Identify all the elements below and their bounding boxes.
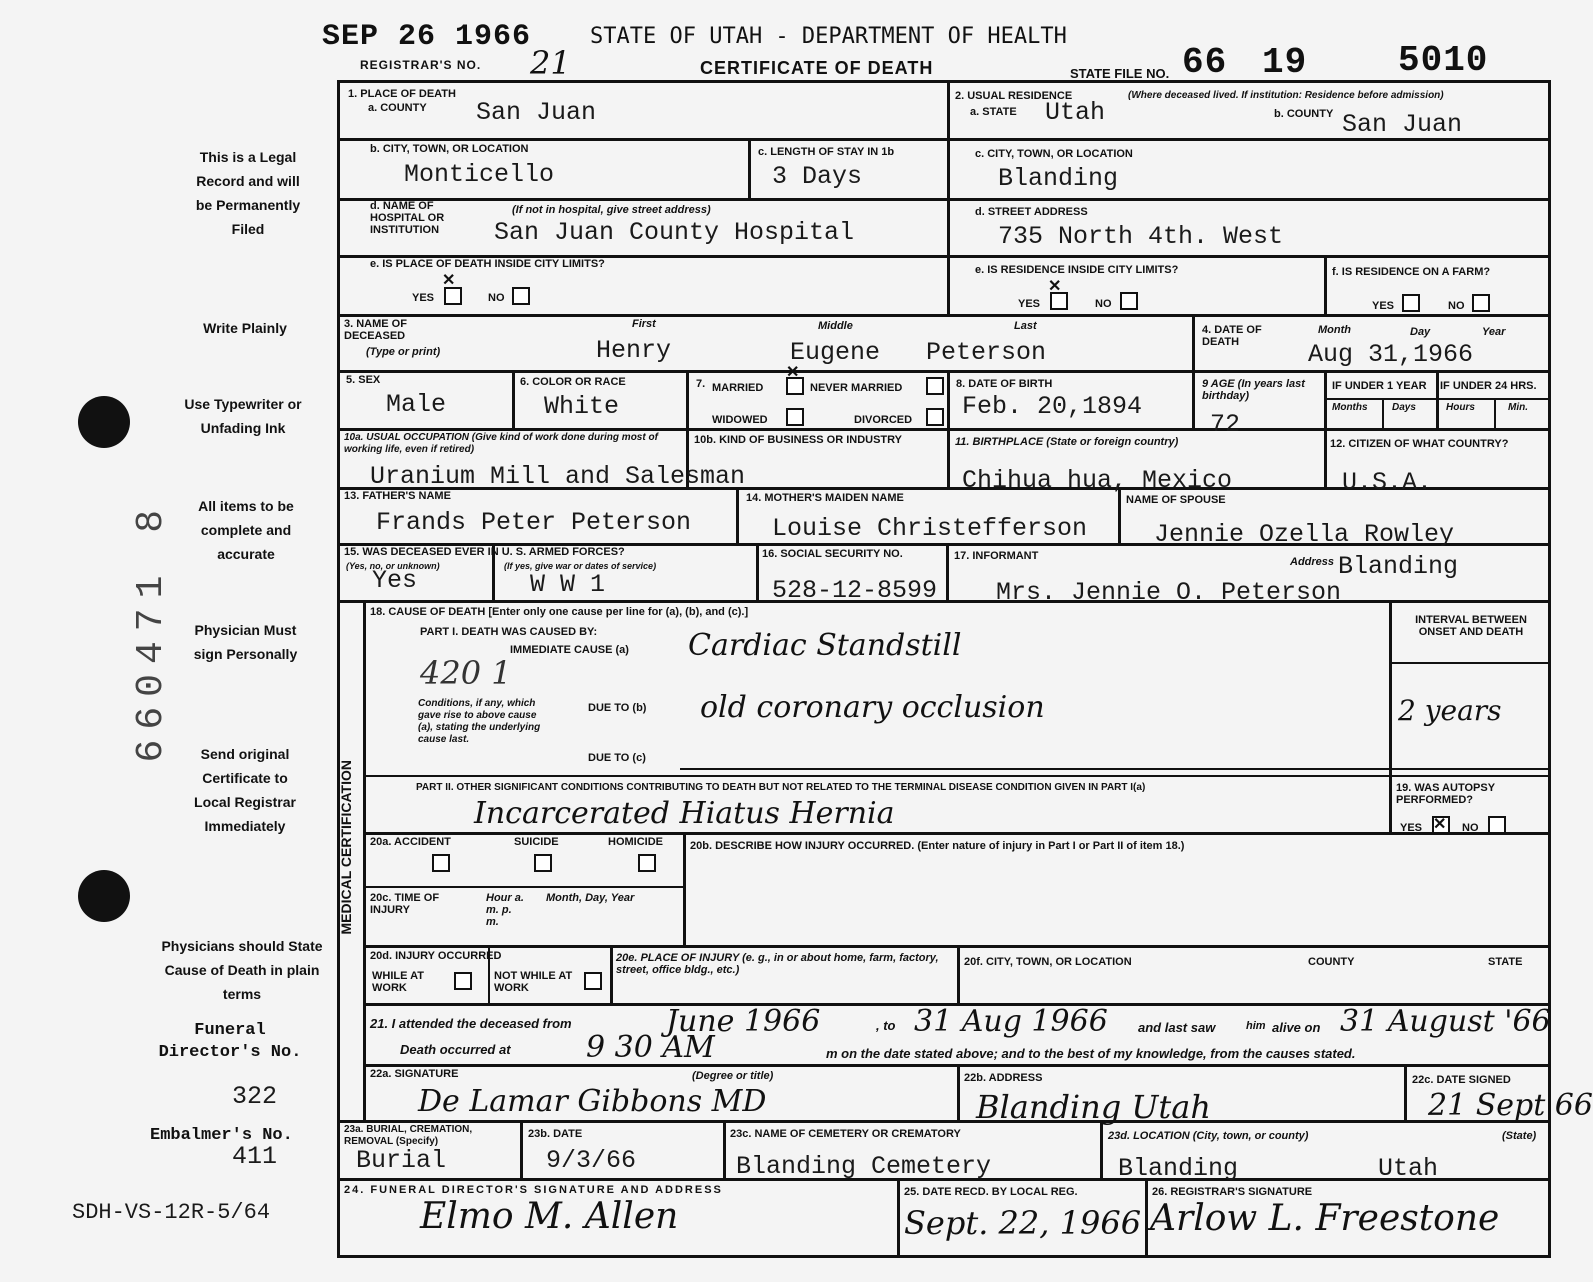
label-birth-date: 8. DATE OF BIRTH	[956, 378, 1053, 390]
label-last: Last	[1014, 320, 1037, 332]
label-time-of-injury: 20c. TIME OF INJURY	[370, 892, 440, 916]
label-no-farm: NO	[1448, 300, 1465, 312]
label-armed-note: (Yes, no, or unknown)	[346, 561, 440, 571]
label-months: Months	[1332, 402, 1368, 413]
burial-location-value: Blanding	[1118, 1154, 1239, 1183]
physician-signature: De Lamar Gibbons MD	[418, 1084, 767, 1119]
burial-value: Burial	[356, 1146, 447, 1175]
label-under-1-year: IF UNDER 1 YEAR	[1332, 380, 1427, 392]
last-name-value: Peterson	[926, 338, 1047, 367]
time-of-death-value: 9 30 AM	[586, 1030, 715, 1065]
label-under-24-hrs: IF UNDER 24 HRS.	[1440, 380, 1537, 392]
label-no-death-limits: NO	[488, 292, 505, 304]
label-residence-state: a. STATE	[970, 106, 1017, 118]
label-citizen: 12. CITIZEN OF WHAT COUNTRY?	[1330, 438, 1509, 450]
label-hospital-note: (If not in hospital, give street address)	[512, 204, 711, 216]
label-death-city-limits: e. IS PLACE OF DEATH INSIDE CITY LIMITS?	[370, 258, 605, 270]
document-serial-number: 660471 8	[130, 500, 173, 763]
label-middle: Middle	[818, 320, 853, 332]
label-ssn: 16. SOCIAL SECURITY NO.	[762, 548, 903, 560]
label-degree: (Degree or title)	[692, 1070, 774, 1082]
received-date-stamp: SEP 26 1966	[322, 20, 532, 54]
label-injury-state: STATE	[1488, 956, 1523, 968]
label-hours: Hours	[1446, 402, 1475, 413]
funeral-director-signature: Elmo M. Allen	[420, 1196, 679, 1237]
death-county-value: San Juan	[476, 98, 597, 127]
spouse-value: Jennie Ozella Rowley	[1154, 520, 1455, 549]
birthplace-value: Chihua hua, Mexico	[962, 466, 1233, 495]
check-mark-married: ✕	[786, 364, 800, 381]
attended-to-value: 31 Aug 1966	[914, 1004, 1108, 1039]
label-min: Min.	[1508, 402, 1528, 413]
label-residence-city: c. CITY, TOWN, OR LOCATION	[975, 148, 1133, 160]
checkbox-divorced[interactable]	[926, 408, 944, 426]
label-year: Year	[1482, 326, 1506, 338]
armed-forces-value: Yes	[372, 566, 418, 595]
label-due-to-b: DUE TO (b)	[588, 702, 647, 714]
label-yes-farm: YES	[1372, 300, 1395, 312]
department-header: STATE OF UTAH - DEPARTMENT OF HEALTH	[590, 24, 1067, 49]
occupation-value: Uranium Mill and Salesman	[370, 462, 746, 491]
embalmer-label: Embalmer's No.	[150, 1126, 293, 1145]
label-informant-address: Address	[1290, 556, 1335, 568]
label-injury-county: COUNTY	[1308, 956, 1355, 968]
age-value: 72	[1210, 410, 1241, 439]
cause-b-value: old coronary occlusion	[700, 690, 1045, 725]
label-alive-on: alive on	[1272, 1020, 1321, 1035]
label-street-address: d. STREET ADDRESS	[975, 206, 1088, 218]
state-file-part-c: 5010	[1398, 40, 1489, 81]
checkbox-widowed[interactable]	[786, 408, 804, 426]
label-autopsy: 19. WAS AUTOPSY PERFORMED?	[1396, 782, 1495, 806]
length-of-stay-value: 3 Days	[772, 162, 863, 191]
checkbox-suicide[interactable]	[534, 854, 552, 872]
label-yes-res-limits: YES	[1018, 298, 1041, 310]
punch-hole-top	[78, 396, 130, 448]
label-conditions: Conditions, if any, which gave rise to above cause (a), stating the underlying cause last.	[418, 698, 541, 745]
label-no-res-limits: NO	[1095, 298, 1112, 310]
label-armed-forces: 15. WAS DECEASED EVER IN U. S. ARMED FORCES?	[344, 546, 625, 558]
sex-value: Male	[386, 390, 447, 419]
father-value: Frands Peter Peterson	[376, 508, 692, 537]
label-residence-county: b. COUNTY	[1274, 108, 1334, 120]
label-death-city: b. CITY, TOWN, OR LOCATION	[370, 143, 529, 155]
state-file-label: STATE FILE NO.	[1070, 66, 1170, 81]
label-yes-autopsy: YES	[1400, 822, 1423, 834]
registrar-label: REGISTRAR'S NO.	[360, 58, 482, 72]
label-month: Month	[1318, 324, 1351, 336]
first-name-value: Henry	[596, 336, 672, 365]
war-service-value: W W 1	[530, 570, 606, 599]
checkbox-autopsy-no[interactable]	[1488, 816, 1506, 834]
check-mark-res-limits: ✕	[1048, 278, 1062, 295]
label-date-signed: 22c. DATE SIGNED	[1412, 1074, 1511, 1086]
funeral-director-number: 322	[232, 1082, 278, 1111]
cemetery-value: Blanding Cemetery	[736, 1152, 992, 1181]
label-interval: INTERVAL BETWEEN ONSET AND DEATH	[1415, 614, 1527, 638]
label-while-at-work: WHILE AT WORK	[372, 970, 424, 994]
label-month-day-year: Month, Day, Year	[546, 892, 635, 904]
registrar-number: 21	[530, 44, 571, 82]
label-registrar-signature: 26. REGISTRAR'S SIGNATURE	[1152, 1186, 1313, 1198]
label-date-received: 25. DATE RECD. BY LOCAL REG.	[904, 1186, 1078, 1198]
label-hour-ampm: Hour a. m. p. m.	[486, 892, 524, 928]
residence-state-value: Utah	[1045, 98, 1106, 127]
label-day: Day	[1410, 326, 1431, 338]
street-address-value: 735 North 4th. West	[998, 222, 1284, 251]
checkbox-res-limits-no[interactable]	[1120, 292, 1138, 310]
label-attended-from: 21. I attended the deceased from	[370, 1016, 572, 1031]
label-suicide: SUICIDE	[514, 836, 559, 848]
physician-address-value: Blanding Utah	[976, 1088, 1211, 1126]
label-injury-city: 20f. CITY, TOWN, OR LOCATION	[964, 956, 1132, 968]
embalmer-number: 411	[232, 1142, 278, 1171]
label-days: Days	[1392, 402, 1416, 413]
burial-state-value: Utah	[1378, 1154, 1439, 1183]
label-burial: 23a. BURIAL, CREMATION, REMOVAL (Specify)	[344, 1124, 473, 1147]
check-mark-autopsy: ✕	[1433, 816, 1447, 833]
funeral-director-label: Funeral Director's No.	[158, 1021, 302, 1062]
label-sex: 5. SEX	[346, 374, 381, 386]
label-yes-death-limits: YES	[412, 292, 435, 304]
date-signed-value: 21 Sept 66	[1428, 1088, 1593, 1123]
label-burial-date: 23b. DATE	[528, 1128, 583, 1140]
immediate-cause-value: Cardiac Standstill	[688, 628, 962, 663]
checkbox-farm-yes[interactable]	[1402, 294, 1420, 312]
label-race: 6. COLOR OR RACE	[520, 376, 626, 388]
label-spouse: NAME OF SPOUSE	[1126, 494, 1226, 506]
hospital-value: San Juan County Hospital	[494, 218, 855, 247]
checkbox-accident[interactable]	[432, 854, 450, 872]
label-best-knowledge: m on the date stated above; and to the best of my knowledge, from the causes stated.	[826, 1046, 1356, 1061]
label-widowed: WIDOWED	[712, 414, 768, 426]
legal-record-note: This is a Legal Record and will be Permanently Filed	[195, 149, 301, 237]
interval-b-value: 2 years	[1398, 694, 1502, 727]
write-plainly-note: Write Plainly	[203, 320, 287, 336]
label-burial-state: (State)	[1502, 1130, 1537, 1142]
label-name-deceased: 3. NAME OF DECEASED	[344, 318, 407, 342]
label-first: First	[632, 318, 656, 330]
label-birthplace: 11. BIRTHPLACE (State or foreign country)	[955, 436, 1179, 448]
label-date-of-death: 4. DATE OF DEATH	[1202, 324, 1262, 348]
label-attended-to: , to	[876, 1018, 896, 1033]
label-not-while-at-work: NOT WHILE AT WORK	[494, 970, 573, 994]
residence-county-value: San Juan	[1342, 110, 1463, 139]
checkbox-farm-no[interactable]	[1472, 294, 1490, 312]
label-farm: f. IS RESIDENCE ON A FARM?	[1332, 266, 1491, 278]
label-married: MARRIED	[712, 382, 764, 394]
label-funeral-signature: 24. FUNERAL DIRECTOR'S SIGNATURE AND ADDRESS	[344, 1184, 723, 1196]
label-business: 10b. KIND OF BUSINESS OR INDUSTRY	[694, 434, 903, 446]
label-injury-occurred: 20d. INJURY OCCURRED	[370, 950, 502, 962]
label-type-or-print: (Type or print)	[366, 346, 441, 358]
label-him: him	[1246, 1020, 1266, 1032]
plain-terms-note: Physicians should State Cause of Death in plain terms	[161, 938, 323, 1002]
mother-value: Louise Christefferson	[772, 514, 1088, 543]
label-homicide: HOMICIDE	[608, 836, 663, 848]
label-occupation: 10a. USUAL OCCUPATION (Give kind of work done during most of working life, even if retired)	[344, 432, 658, 455]
label-residence-city-limits: e. IS RESIDENCE INSIDE CITY LIMITS?	[975, 264, 1179, 276]
informant-address-value: Blanding	[1338, 552, 1459, 581]
ssn-value: 528-12-8599	[772, 576, 938, 605]
label-mother: 14. MOTHER'S MAIDEN NAME	[746, 492, 904, 504]
label-accident: 20a. ACCIDENT	[370, 836, 451, 848]
death-city-value: Monticello	[404, 160, 555, 189]
citizen-value: U.S.A.	[1342, 468, 1433, 497]
state-file-part-a: 66	[1182, 42, 1228, 83]
medical-certification-label: MEDICAL CERTIFICATION	[338, 760, 354, 935]
label-divorced: DIVORCED	[854, 414, 913, 426]
label-hospital: d. NAME OF HOSPITAL OR INSTITUTION	[370, 200, 445, 236]
registrar-signature: Arlow L. Freestone	[1150, 1198, 1500, 1239]
label-place-of-injury: 20e. PLACE OF INJURY (e. g., in or about home, farm, factory, street, office bldg., etc.)	[616, 952, 939, 976]
label-last-saw: and last saw	[1138, 1020, 1216, 1035]
date-of-death-value: Aug 31,1966	[1308, 340, 1474, 369]
label-describe-injury: 20b. DESCRIBE HOW INJURY OCCURRED. (Enter nature of injury in Part I or Part II of item 18.)	[690, 840, 1185, 852]
birth-date-value: Feb. 20,1894	[962, 392, 1143, 421]
label-war-note: (If yes, give war or dates of service)	[504, 561, 657, 571]
label-place-of-death: 1. PLACE OF DEATH	[348, 88, 456, 100]
last-seen-value: 31 August '66	[1340, 1004, 1551, 1039]
label-residence-note: (Where deceased lived. If institution: Residence before admission)	[1128, 90, 1444, 101]
part-2-value: Incarcerated Hiatus Hernia	[474, 796, 895, 831]
label-age: 9 AGE (In years last birthday)	[1202, 378, 1305, 402]
physician-sign-note: Physician Must sign Personally	[193, 622, 298, 662]
label-father: 13. FATHER'S NAME	[344, 490, 451, 502]
attended-from-value: June 1966	[666, 1004, 821, 1039]
informant-value: Mrs. Jennie O. Peterson	[996, 578, 1342, 607]
label-informant: 17. INFORMANT	[954, 550, 1039, 562]
label-immediate-cause: IMMEDIATE CAUSE (a)	[510, 644, 629, 656]
label-cemetery: 23c. NAME OF CEMETERY OR CREMATORY	[730, 1128, 961, 1140]
label-cause-of-death: 18. CAUSE OF DEATH [Enter only one cause per line for (a), (b), and (c).]	[370, 606, 749, 618]
label-marital: 7.	[696, 378, 706, 390]
label-due-to-c: DUE TO (c)	[588, 752, 646, 764]
form-number: SDH-VS-12R-5/64	[72, 1200, 271, 1225]
middle-name-value: Eugene	[790, 338, 881, 367]
burial-date-value: 9/3/66	[546, 1146, 637, 1175]
check-mark-death-limits: ✕	[442, 272, 456, 289]
punch-hole-bottom	[78, 870, 130, 922]
checkbox-while-at-work[interactable]	[454, 972, 472, 990]
send-original-note: Send original Certificate to Local Registrar Immediately	[194, 746, 296, 834]
label-signature: 22a. SIGNATURE	[370, 1068, 459, 1080]
complete-note: All items to be complete and accurate	[198, 498, 294, 562]
label-never-married: NEVER MARRIED	[810, 382, 903, 394]
label-length-of-stay: c. LENGTH OF STAY IN 1b	[758, 146, 895, 158]
certificate-title: CERTIFICATE OF DEATH	[700, 58, 934, 78]
checkbox-never-married[interactable]	[926, 377, 944, 395]
race-value: White	[544, 392, 620, 421]
residence-city-value: Blanding	[998, 164, 1119, 193]
checkbox-death-limits-no[interactable]	[512, 287, 530, 305]
date-received-value: Sept. 22, 1966	[904, 1204, 1142, 1242]
label-usual-residence: 2. USUAL RESIDENCE	[955, 90, 1073, 102]
typewriter-note: Use Typewriter or Unfading Ink	[184, 396, 302, 436]
label-no-autopsy: NO	[1462, 822, 1479, 834]
label-physician-address: 22b. ADDRESS	[964, 1072, 1043, 1084]
state-file-part-b: 19	[1262, 42, 1308, 83]
label-part-1: PART I. DEATH WAS CAUSED BY:	[420, 626, 598, 638]
label-burial-location: 23d. LOCATION (City, town, or county)	[1108, 1130, 1309, 1142]
label-death-county: a. COUNTY	[368, 102, 427, 114]
disease-code: 420 1	[420, 654, 512, 692]
checkbox-homicide[interactable]	[638, 854, 656, 872]
label-death-occurred: Death occurred at	[400, 1042, 511, 1057]
checkbox-not-while-at-work[interactable]	[584, 972, 602, 990]
label-part-2: PART II. OTHER SIGNIFICANT CONDITIONS CONTRIBUTING TO DEATH BUT NOT RELATED TO THE TERMINAL DISEASE CONDITION GIVEN IN PART I(a)	[416, 782, 1146, 793]
